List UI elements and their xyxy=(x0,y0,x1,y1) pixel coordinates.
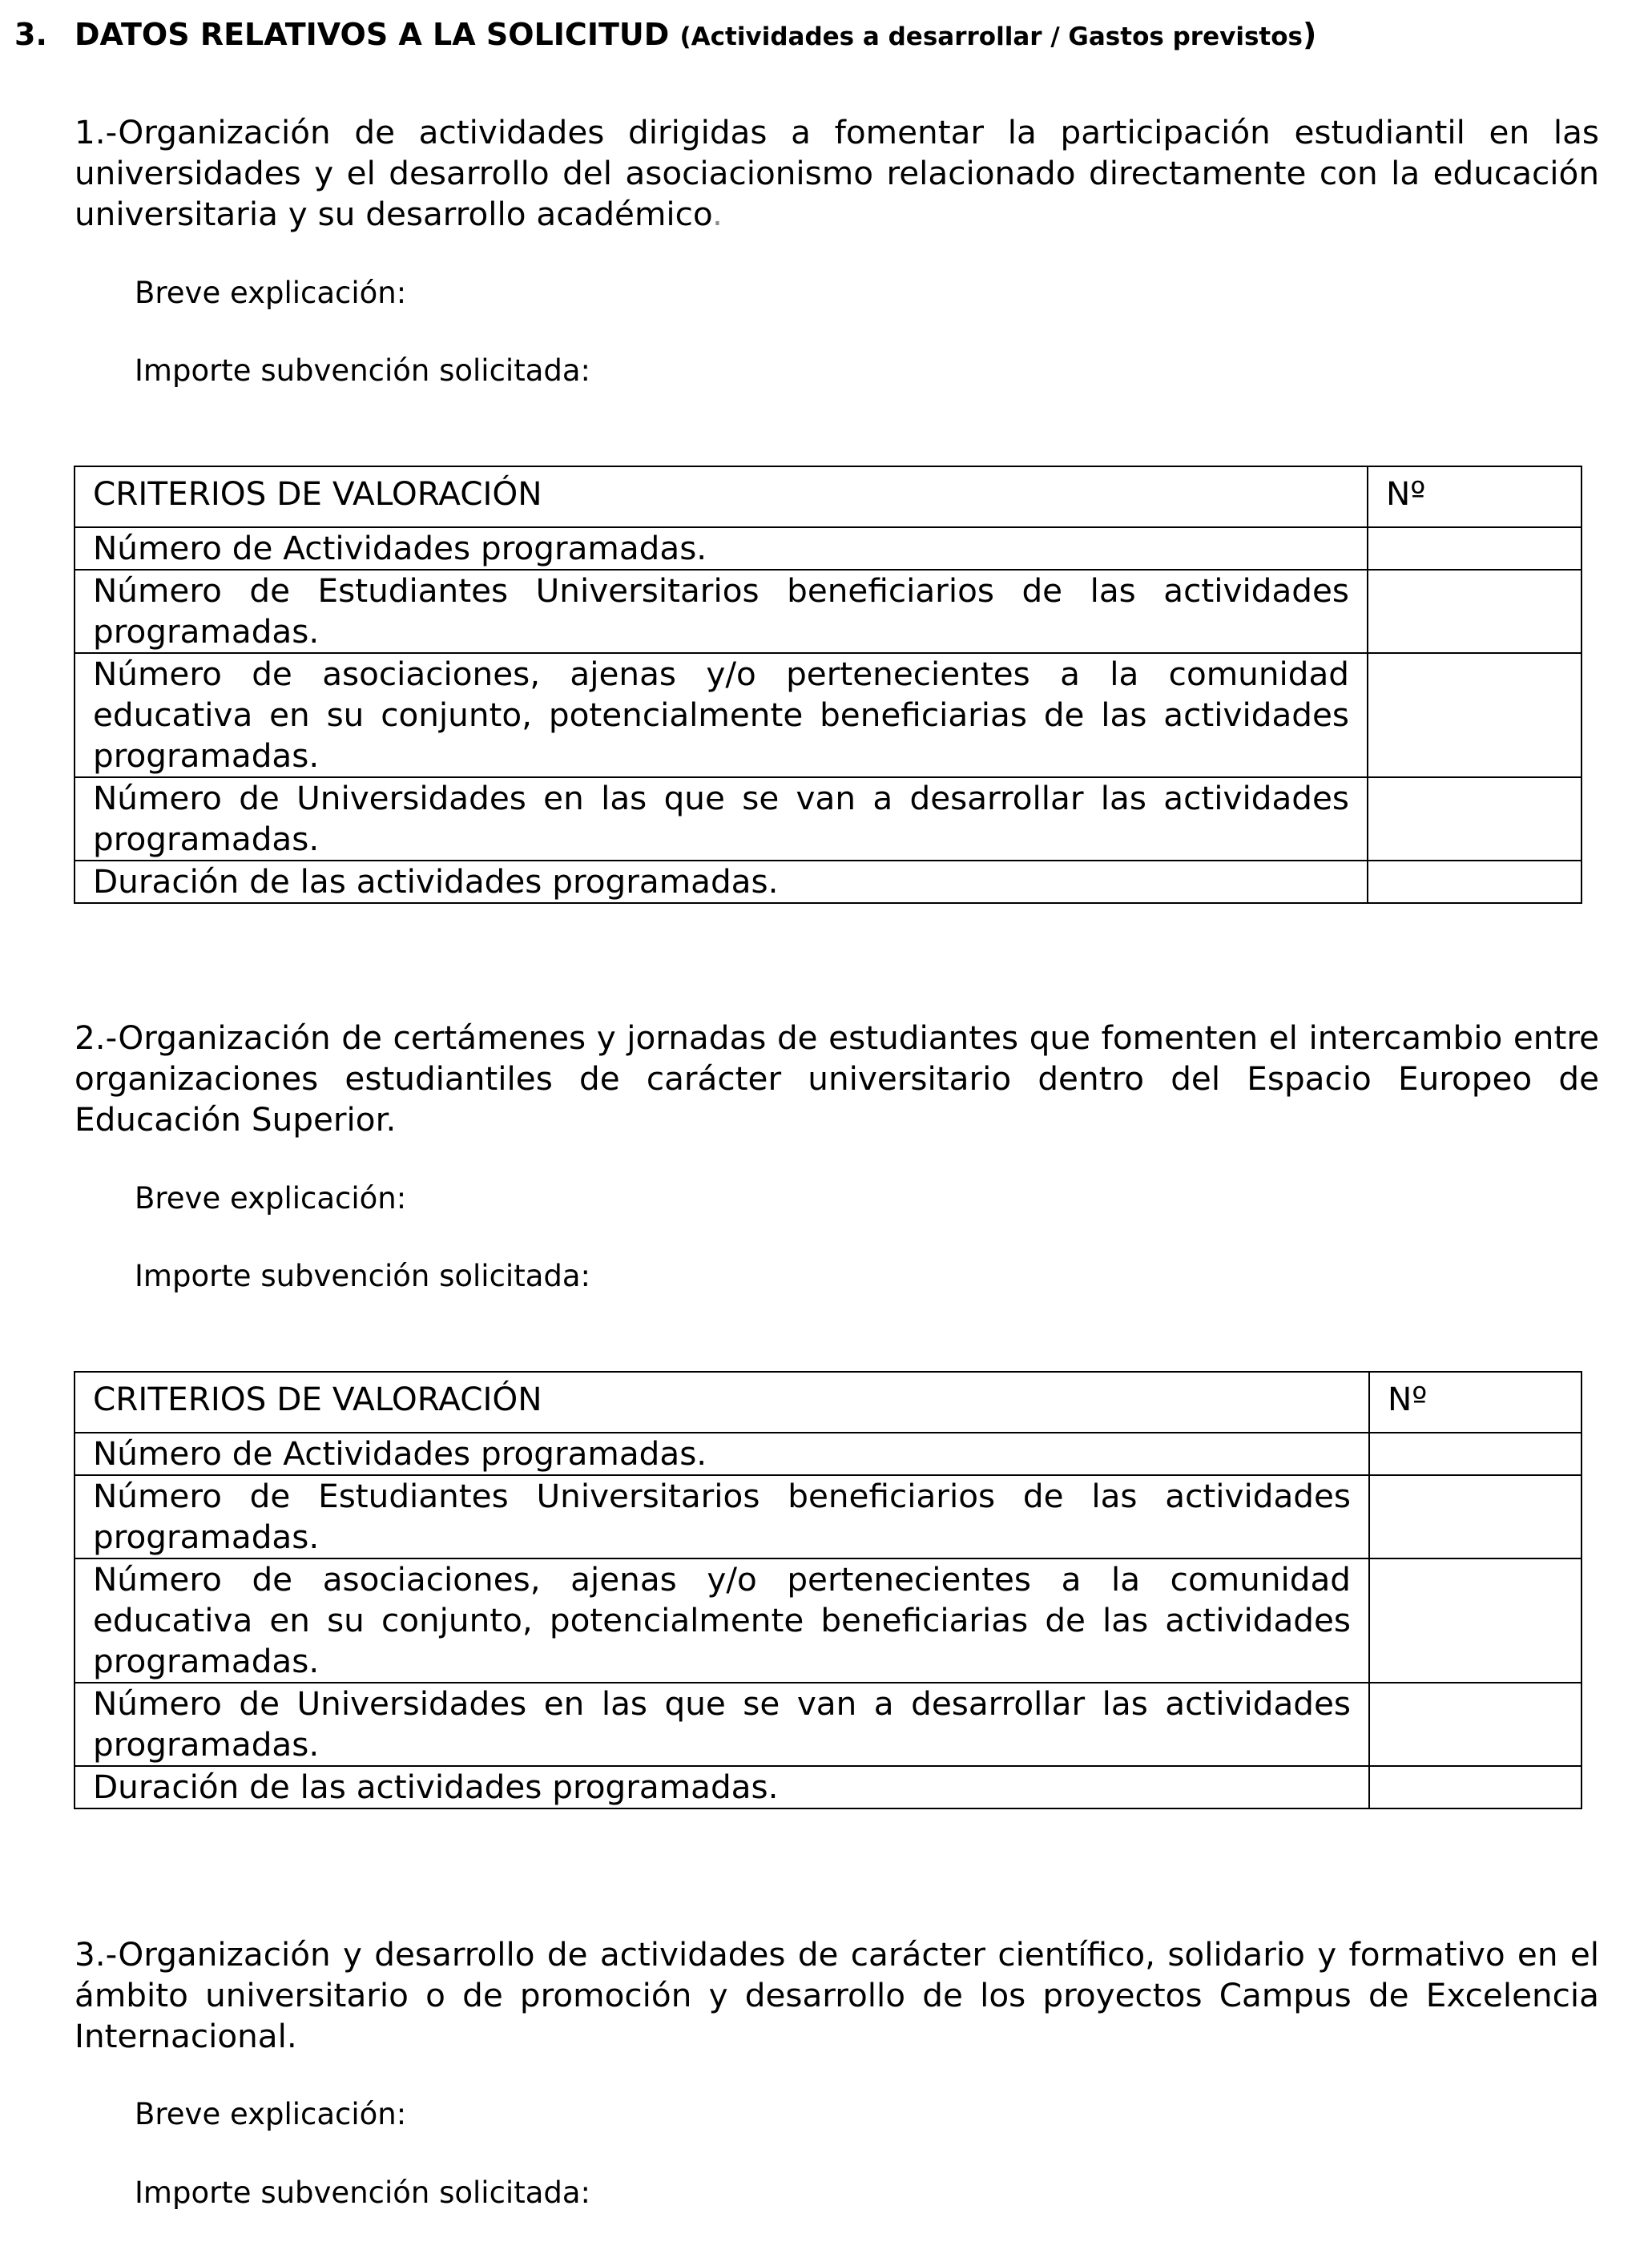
criteria-header: CRITERIOS DE VALORACIÓN xyxy=(75,466,1368,527)
criteria-header: CRITERIOS DE VALORACIÓN xyxy=(75,1372,1369,1433)
section-subtitle: (Actividades a desarrollar / Gastos previstos xyxy=(679,22,1303,51)
criteria-cell: Número de asociaciones, ajenas y/o pertenecientes a la comunidad educativa en su conjunto, potencialmente beneficiarias de las actividades programadas. xyxy=(75,653,1368,777)
item-2-criteria-table xyxy=(74,1371,1582,1809)
item-3-title: 3.-Organización y desarrollo de actividades de carácter científico, solidario y formativo en el ámbito universitario o de promoción y desarrollo de los proyectos Campus de Excelencia Internacional. xyxy=(75,1935,1599,2055)
criteria-cell: Número de Universidades en las que se van a desarrollar las actividades programadas. xyxy=(75,1683,1369,1766)
table-row xyxy=(75,777,1581,861)
criteria-cell: Número de Universidades en las que se van a desarrollar las actividades programadas. xyxy=(75,777,1368,861)
value-cell[interactable] xyxy=(1369,1683,1581,1766)
criteria-cell: Duración de las actividades programadas. xyxy=(75,861,1368,903)
value-cell[interactable] xyxy=(1369,1558,1581,1683)
item-1-criteria-table xyxy=(74,466,1582,904)
item-3-amount-label: Importe subvención solicitada: xyxy=(135,2175,591,2210)
value-cell[interactable] xyxy=(1369,1433,1581,1475)
table-row xyxy=(75,1558,1581,1683)
item-1-title xyxy=(75,112,1599,235)
table-row xyxy=(75,570,1581,653)
value-cell[interactable] xyxy=(1369,1475,1581,1558)
item-2-title: 2.-Organización de certámenes y jornadas de estudiantes que fomenten el intercambio entre organizaciones estudiantiles de carácter universitario dentro del Espacio Europeo de Educación Superior. xyxy=(75,1018,1599,1139)
table-row xyxy=(75,1683,1581,1766)
value-cell[interactable] xyxy=(1368,570,1581,653)
criteria-cell: Número de Actividades programadas. xyxy=(75,527,1368,570)
number-header: Nº xyxy=(1368,466,1581,527)
value-cell[interactable] xyxy=(1368,527,1581,570)
table-row xyxy=(75,1433,1581,1475)
section-heading xyxy=(14,14,1316,57)
value-cell[interactable] xyxy=(1369,1766,1581,1808)
criteria-cell: Número de Estudiantes Universitarios beneficiarios de las actividades programadas. xyxy=(75,1475,1369,1558)
table-header-row xyxy=(75,1372,1581,1433)
item-1-title-end: . xyxy=(712,195,723,233)
table-row xyxy=(75,861,1581,903)
table-row xyxy=(75,1766,1581,1808)
item-3-explanation-label: Breve explicación: xyxy=(135,2097,407,2131)
item-1-explanation-label: Breve explicación: xyxy=(135,276,407,310)
value-cell[interactable] xyxy=(1368,653,1581,777)
number-header: Nº xyxy=(1369,1372,1581,1433)
item-2-explanation-label: Breve explicación: xyxy=(135,1181,407,1216)
item-1-amount-label: Importe subvención solicitada: xyxy=(135,353,591,388)
table-row xyxy=(75,653,1581,777)
section-number: 3. xyxy=(14,17,47,52)
item-1-title-text: 1.-Organización de actividades dirigidas a fomentar la participación estudiantil en las universidades y el desarrollo del asociacionismo relacionado directamente con la educación universitaria y su desarrollo académico xyxy=(75,113,1599,233)
criteria-cell: Número de asociaciones, ajenas y/o pertenecientes a la comunidad educativa en su conjunto, potencialmente beneficiarias de las actividades programadas. xyxy=(75,1558,1369,1683)
section-subtitle-close: ) xyxy=(1302,17,1317,52)
criteria-cell: Duración de las actividades programadas. xyxy=(75,1766,1369,1808)
table-row xyxy=(75,527,1581,570)
value-cell[interactable] xyxy=(1368,861,1581,903)
table-row xyxy=(75,1475,1581,1558)
value-cell[interactable] xyxy=(1368,777,1581,861)
criteria-cell: Número de Actividades programadas. xyxy=(75,1433,1369,1475)
section-title: DATOS RELATIVOS A LA SOLICITUD xyxy=(75,17,670,52)
criteria-cell: Número de Estudiantes Universitarios beneficiarios de las actividades programadas. xyxy=(75,570,1368,653)
item-2-amount-label: Importe subvención solicitada: xyxy=(135,1259,591,1293)
table-header-row xyxy=(75,466,1581,527)
